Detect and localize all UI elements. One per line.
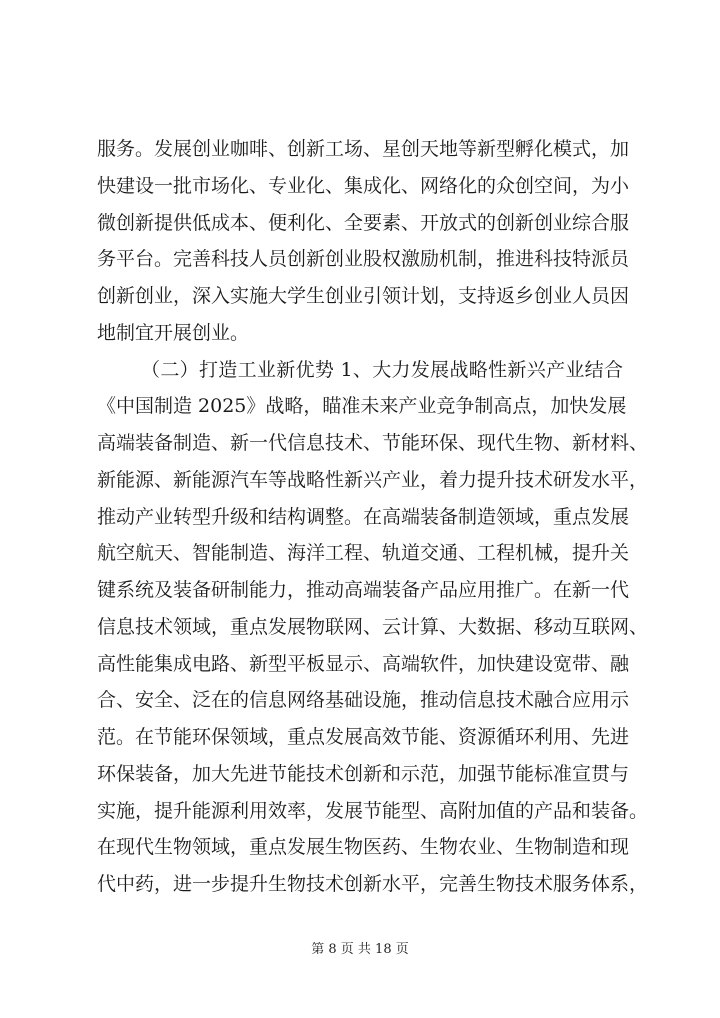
text-line: 信息技术领域，重点发展物联网、云计算、大数据、移动互联网、 [97,615,649,638]
text-line: 微创新提供低成本、便利化、全要素、开放式的创新创业综合服 [97,211,630,234]
text-line: 快建设一批市场化、专业化、集成化、网络化的众创空间，为小 [97,174,630,197]
text-line: （二）打造工业新优势 1、大力发展战略性新兴产业结合 [141,358,623,381]
text-line: 代中药，进一步提升生物技术创新水平，完善生物技术服务体系， [97,873,649,895]
text-line: 服务。发展创业咖啡、创新工场、星创天地等新型孵化模式，加 [97,138,630,160]
text-line: 创新创业，深入实施大学生创业引领计划，支持返乡创业人员因 [97,285,630,307]
text-line: 高端装备制造、新一代信息技术、节能环保、现代生物、新材料、 [97,432,649,454]
text-line: 务平台。完善科技人员创新创业股权激励机制，推进科技特派员 [97,248,630,271]
text-line: 推动产业转型升级和结构调整。在高端装备制造领域，重点发展 [97,505,630,528]
text-line: 《中国制造 2025》战略，瞄准未来产业竞争制高点，加快发展 [97,395,627,418]
text-line: 航空航天、智能制造、海洋工程、轨道交通、工程机械，提升关 [97,542,630,565]
page-number-footer: 第 8 页 共 18 页 [311,942,409,957]
document-body [97,131,649,903]
text-line: 实施，提升能源利用效率，发展节能型、高附加值的产品和装备。 [97,799,649,822]
text-line: 范。在节能环保领域，重点发展高效节能、资源循环利用、先进 [97,726,630,748]
text-line: 地制宜开展创业。 [97,321,250,344]
text-line: 新能源、新能源汽车等战略性新兴产业，着力提升技术研发水平， [97,468,649,491]
text-line: 键系统及装备研制能力，推动高端装备产品应用推广。在新一代 [97,579,630,601]
text-line: 合、安全、泛在的信息网络基础设施，推动信息技术融合应用示 [97,689,630,712]
text-line: 环保装备，加大先进节能技术创新和示范，加强节能标准宣贯与 [97,762,630,785]
text-line: 高性能集成电路、新型平板显示、高端软件，加快建设宽带、融 [97,652,630,675]
text-line: 在现代生物领域，重点发展生物医药、生物农业、生物制造和现 [97,836,630,859]
